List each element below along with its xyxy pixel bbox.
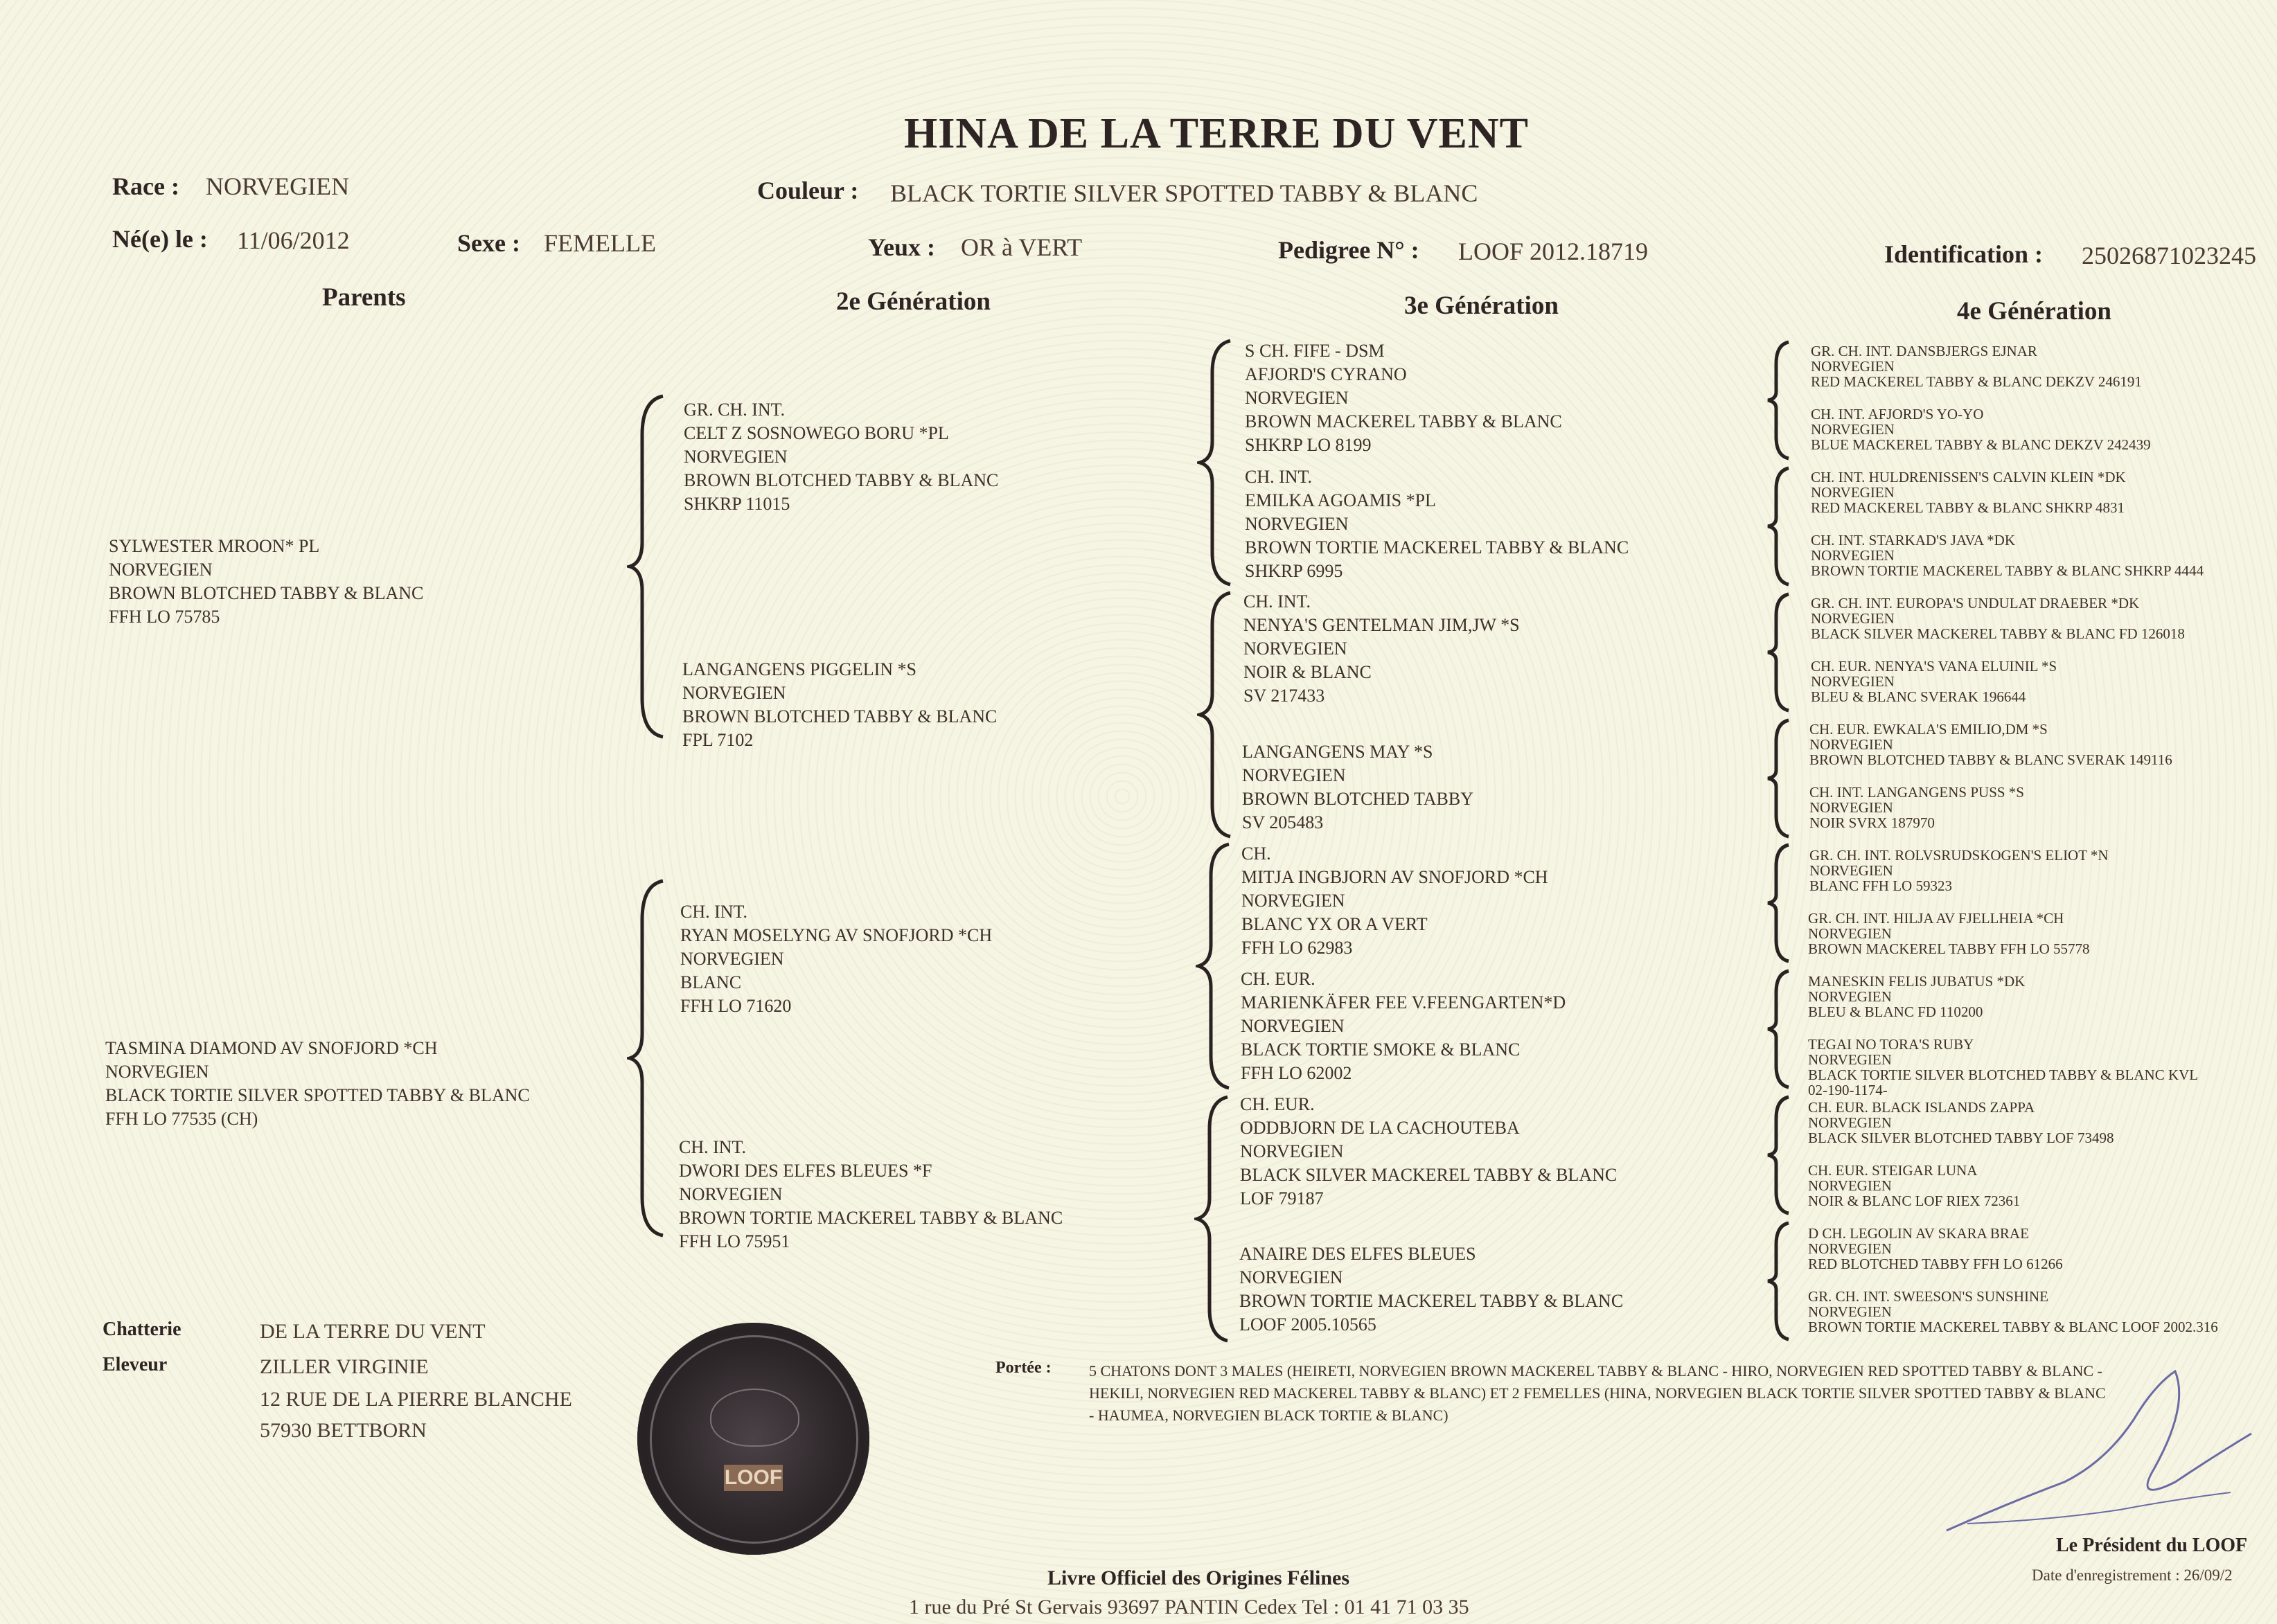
- gen2-entry-2: LANGANGENS PIGGELIN *S NORVEGIEN BROWN BLOTCHED TABBY & BLANC FPL 7102: [682, 659, 998, 750]
- eleveur-street: 12 RUE DE LA PIERRE BLANCHE: [260, 1388, 572, 1411]
- gen4-entry-16: GR. CH. INT. SWEESON'S SUNSHINE NORVEGIEN BROWN TORTIE MACKEREL TABBY & BLANC LOOF 2002.316: [1808, 1288, 2218, 1335]
- couleur-label: Couleur :: [757, 177, 859, 204]
- race-label: Race :: [112, 172, 179, 200]
- loof-seal: [637, 1323, 869, 1555]
- brace-gen4-7: [1765, 1094, 1793, 1216]
- col-header-gen2: 2e Génération: [836, 287, 991, 316]
- date-enregistrement: Date d'enregistrement : 26/09/2: [2032, 1567, 2233, 1584]
- parent-sire: SYLWESTER MROON* PL NORVEGIEN BROWN BLOTCHED TABBY & BLANC FFH LO 75785: [109, 536, 424, 627]
- brace-gen2-dam: [627, 878, 668, 1238]
- eleveur-city: 57930 BETTBORN: [260, 1419, 427, 1442]
- gen3-entry-2: CH. INT. EMILKA AGOAMIS *PL NORVEGIEN BROWN TORTIE MACKEREL TABBY & BLANC SHKRP 6995: [1245, 467, 1629, 581]
- gen2-entry-4: CH. INT. DWORI DES ELFES BLEUES *F NORVEGIEN BROWN TORTIE MACKEREL TABBY & BLANC FFH LO 75951: [679, 1137, 1063, 1251]
- ne-value: 11/06/2012: [237, 226, 350, 254]
- brace-gen4-6: [1765, 968, 1793, 1090]
- gen4-entry-9: GR. CH. INT. ROLVSRUDSKOGEN'S ELIOT *N NORVEGIEN BLANC FFH LO 59323: [1809, 847, 2109, 894]
- gen4-entry-15: D CH. LEGOLIN AV SKARA BRAE NORVEGIEN RED BLOTCHED TABBY FFH LO 61266: [1808, 1225, 2063, 1272]
- gen4-entry-6: CH. EUR. NENYA'S VANA ELUINIL *S NORVEGIEN BLEU & BLANC SVERAK 196644: [1811, 658, 2057, 705]
- signature-icon: [1926, 1344, 2272, 1551]
- pedigree-label: Pedigree N° :: [1278, 236, 1419, 264]
- gen3-entry-6: CH. EUR. MARIENKÄFER FEE V.FEENGARTEN*D NORVEGIEN BLACK TORTIE SMOKE & BLANC FFH LO 62002: [1241, 969, 1566, 1083]
- page-title: HINA DE LA TERRE DU VENT: [904, 110, 1529, 157]
- gen4-entry-7: CH. EUR. EWKALA'S EMILIO,DM *S NORVEGIEN BROWN BLOTCHED TABBY & BLANC SVERAK 149116: [1809, 721, 2172, 768]
- loof-logo: LOOF: [724, 1465, 783, 1491]
- race-value: NORVEGIEN: [206, 172, 350, 200]
- gen4-entry-3: CH. INT. HULDRENISSEN'S CALVIN KLEIN *DK NORVEGIEN RED MACKEREL TABBY & BLANC SHKRP 4831: [1811, 469, 2126, 516]
- gen4-entry-1: GR. CH. INT. DANSBJERGS EJNAR NORVEGIEN RED MACKEREL TABBY & BLANC DEKZV 246191: [1811, 343, 2142, 390]
- brace-gen4-4: [1765, 717, 1793, 839]
- sexe-value: FEMELLE: [544, 229, 656, 257]
- brace-gen3-1: [1197, 338, 1235, 587]
- brace-gen4-1: [1765, 339, 1793, 461]
- gen4-entry-2: CH. INT. AFJORD'S YO-YO NORVEGIEN BLUE MACKEREL TABBY & BLANC DEKZV 242439: [1811, 406, 2151, 453]
- portee-text: 5 CHATONS DONT 3 MALES (HEIRETI, NORVEGIEN BROWN MACKEREL TABBY & BLANC - HIRO, NORVEGIEN RED SPOTTED TABBY & BLANC - HEKILI, NORVEGIEN RED MACKEREL TABBY & BLANC) ET 2 FEMELLES (HINA, NORVEGIEN BLACK TORTIE SILVER SPOTTED TABBY & BLANC - HAUMEA, NORVEGIEN BLACK TORTIE & BLANC): [1089, 1362, 2106, 1424]
- chatterie-label: Chatterie: [103, 1319, 181, 1340]
- gen4-entry-8: CH. INT. LANGANGENS PUSS *S NORVEGIEN NOIR SVRX 187970: [1809, 784, 2024, 831]
- couleur-value: BLACK TORTIE SILVER SPOTTED TABBY & BLANC: [890, 179, 1478, 207]
- gen4-entry-13: CH. EUR. BLACK ISLANDS ZAPPA NORVEGIEN BLACK SILVER BLOTCHED TABBY LOF 73498: [1808, 1099, 2114, 1146]
- identification-value: 25026871023245: [2082, 242, 2256, 269]
- chatterie-value: DE LA TERRE DU VENT: [260, 1320, 486, 1343]
- gen2-entry-3: CH. INT. RYAN MOSELYNG AV SNOFJORD *CH NORVEGIEN BLANC FFH LO 71620: [680, 902, 993, 1016]
- gen3-entry-7: CH. EUR. ODDBJORN DE LA CACHOUTEBA NORVEGIEN BLACK SILVER MACKEREL TABBY & BLANC LOF 79187: [1240, 1094, 1618, 1208]
- org-address: 1 rue du Pré St Gervais 93697 PANTIN Cedex Tel : 01 41 71 03 35: [909, 1596, 1469, 1618]
- gen3-entry-8: ANAIRE DES ELFES BLEUES NORVEGIEN BROWN TORTIE MACKEREL TABBY & BLANC LOOF 2005.10565: [1239, 1244, 1624, 1335]
- brace-gen4-3: [1765, 591, 1793, 713]
- pedigree-value: LOOF 2012.18719: [1458, 238, 1649, 265]
- gen4-entry-12: TEGAI NO TORA'S RUBY NORVEGIEN BLACK TORTIE SILVER BLOTCHED TABBY & BLANC KVL 02-190-1174-: [1808, 1036, 2199, 1098]
- gen4-entry-11: MANESKIN FELIS JUBATUS *DK NORVEGIEN BLEU & BLANC FD 110200: [1808, 973, 2026, 1020]
- brace-gen4-5: [1765, 842, 1793, 964]
- gen3-entry-3: CH. INT. NENYA'S GENTELMAN JIM,JW *S NORVEGIEN NOIR & BLANC SV 217433: [1243, 591, 1520, 706]
- president-label: Le Président du LOOF: [2056, 1535, 2248, 1556]
- brace-gen2-sire: [627, 393, 668, 740]
- brace-gen3-4: [1194, 1094, 1232, 1344]
- col-header-gen3: 3e Génération: [1404, 292, 1559, 320]
- brace-gen3-2: [1197, 590, 1235, 839]
- sexe-label: Sexe :: [457, 229, 520, 257]
- gen3-entry-4: LANGANGENS MAY *S NORVEGIEN BROWN BLOTCHED TABBY SV 205483: [1242, 742, 1474, 832]
- gen4-entry-5: GR. CH. INT. EUROPA'S UNDULAT DRAEBER *DK NORVEGIEN BLACK SILVER MACKEREL TABBY & BLANC FD 126018: [1811, 595, 2185, 642]
- portee-label: Portée :: [995, 1359, 1052, 1377]
- col-header-gen4: 4e Génération: [1957, 297, 2111, 325]
- ne-label: Né(e) le :: [112, 225, 208, 253]
- yeux-value: OR à VERT: [961, 233, 1083, 261]
- brace-gen3-3: [1196, 841, 1234, 1091]
- eleveur-name: ZILLER VIRGINIE: [260, 1355, 429, 1378]
- yeux-label: Yeux :: [868, 233, 935, 261]
- gen4-entry-4: CH. INT. STARKAD'S JAVA *DK NORVEGIEN BROWN TORTIE MACKEREL TABBY & BLANC SHKRP 4444: [1811, 532, 2204, 579]
- gen2-entry-1: GR. CH. INT. CELT Z SOSNOWEGO BORU *PL NORVEGIEN BROWN BLOTCHED TABBY & BLANC SHKRP 11015: [684, 400, 999, 514]
- col-header-parents: Parents: [322, 283, 406, 312]
- gen3-entry-1: S CH. FIFE - DSM AFJORD'S CYRANO NORVEGIEN BROWN MACKEREL TABBY & BLANC SHKRP LO 8199: [1245, 341, 1562, 455]
- gen4-entry-14: CH. EUR. STEIGAR LUNA NORVEGIEN NOIR & BLANC LOF RIEX 72361: [1808, 1162, 2021, 1209]
- eleveur-label: Eleveur: [103, 1354, 168, 1375]
- brace-gen4-8: [1765, 1220, 1793, 1342]
- gen3-entry-5: CH. MITJA INGBJORN AV SNOFJORD *CH NORVEGIEN BLANC YX OR A VERT FFH LO 62983: [1241, 844, 1548, 958]
- gen4-entry-10: GR. CH. INT. HILJA AV FJELLHEIA *CH NORVEGIEN BROWN MACKEREL TABBY FFH LO 55778: [1808, 910, 2090, 957]
- identification-label: Identification :: [1884, 240, 2043, 268]
- brace-gen4-2: [1765, 465, 1793, 587]
- cat-emblem-icon: [710, 1389, 799, 1447]
- parent-dam: TASMINA DIAMOND AV SNOFJORD *CH NORVEGIEN BLACK TORTIE SILVER SPOTTED TABBY & BLANC FFH LO 77535 (CH): [105, 1038, 530, 1129]
- org-name: Livre Officiel des Origines Félines: [1047, 1567, 1350, 1589]
